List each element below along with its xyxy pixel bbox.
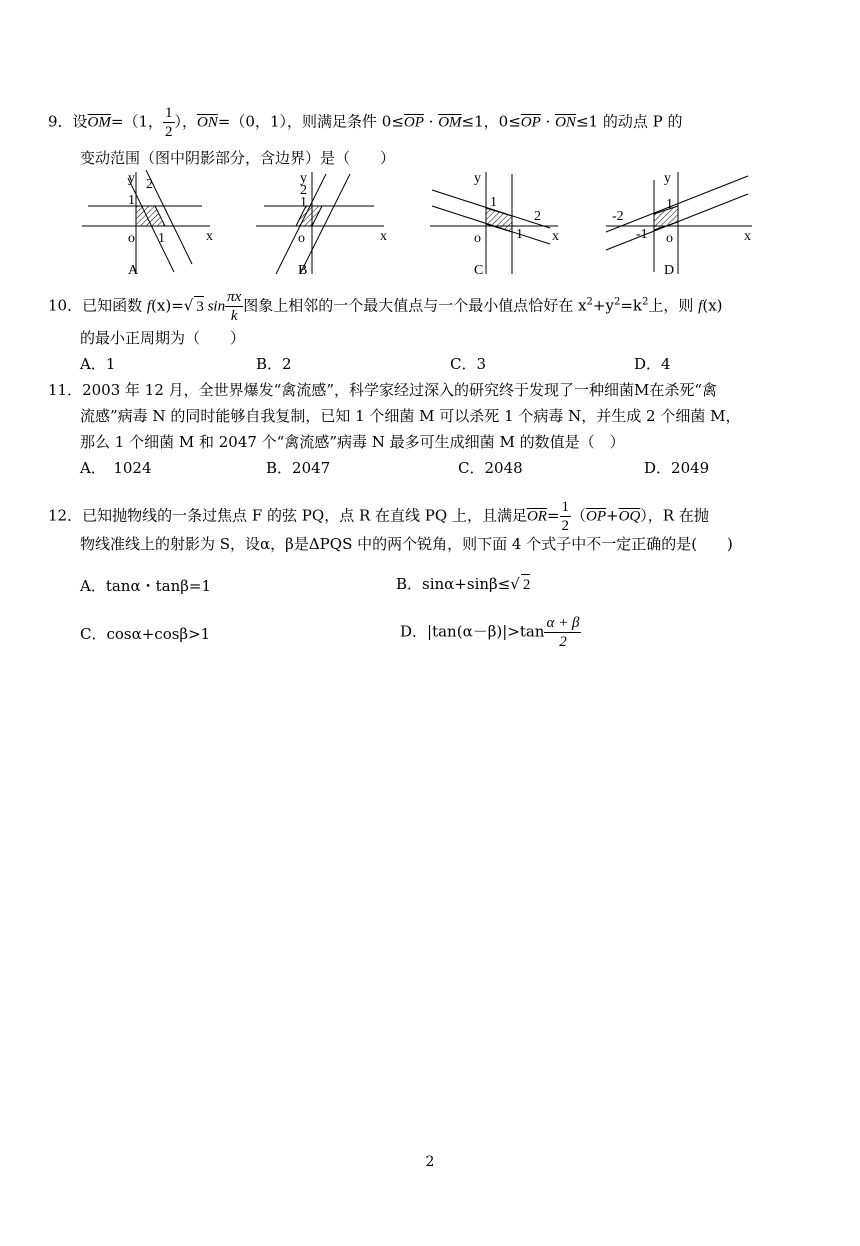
graph-c-label-2: 2 bbox=[534, 209, 541, 224]
q12-line2: 物线准线上的射影为 S，设α，β是ΔPQS 中的两个锐角，则下面 4 个式子中不一定正确的是( ) bbox=[80, 535, 733, 553]
graph-b-o: o bbox=[298, 231, 305, 246]
sqrt-sign: √ bbox=[183, 296, 194, 315]
graph-b-label-1: 1 bbox=[300, 195, 307, 210]
q10-option-c: C．3 bbox=[450, 355, 487, 373]
q9-om-eq: =（1， bbox=[110, 112, 163, 131]
graph-b-x: x bbox=[380, 229, 387, 244]
graph-a-x: x bbox=[206, 229, 213, 244]
vector-oq: $\overline{OQ}$ bbox=[618, 508, 641, 525]
graph-c-y: y bbox=[474, 171, 481, 186]
q11-option-c: C．2048 bbox=[458, 459, 523, 477]
q9-line1: 9．设$\overline{OM}=(1$， $\frac{1}{2}$ ），$\overline{ON}=(0$，1），则满足条件 $0\le\overline{OP} \cdot \overline{OM}\le 1$，$0\le\overline{OP} \cdot \overline{ON}\le 1$ 的动点 P 的 bbox=[48, 105, 683, 140]
graph-c-o: o bbox=[474, 231, 481, 246]
q9-line2: 变动范围（图中阴影部分，含边界）是（ ） bbox=[80, 149, 396, 167]
graph-a-y: y bbox=[128, 171, 135, 186]
graph-a-letter: A bbox=[128, 263, 139, 278]
q11-line1: 11．2003 年 12 月，全世界爆发“禽流感”，科学家经过深入的研究终于发现了一种细菌M在杀死“禽 bbox=[48, 381, 718, 399]
fraction-half: $\frac{1}{2}$ bbox=[165, 105, 173, 140]
graph-b-y: y bbox=[300, 171, 307, 186]
q10-line1: 10．已知函数 f(x)=√ 3 sin $\frac{\pi x}{k}$ 图象上相邻的一个最大值点与一个最小值点恰好在 $x^2+y^2=k^2$上，则 f(x) bbox=[48, 289, 723, 324]
graph-c-letter: C bbox=[474, 263, 484, 278]
q10-number: 10．已知函数 bbox=[48, 296, 143, 315]
vector-op-2: $\overline{OP}$ bbox=[520, 114, 541, 131]
fraction-pix-k: $\frac{\pi x}{k}$ bbox=[227, 289, 242, 324]
vector-on-2: $\overline{ON}$ bbox=[555, 114, 576, 131]
graph-d-y: y bbox=[664, 171, 671, 186]
graph-b-letter: B bbox=[298, 263, 308, 278]
vector-op-3: $\overline{OP}$ bbox=[586, 508, 607, 525]
graph-b bbox=[256, 171, 387, 278]
graph-a-label-1x: 1 bbox=[158, 231, 165, 246]
vector-op: $\overline{OP}$ bbox=[403, 114, 424, 131]
q10-line2: 的最小正周期为（ ） bbox=[80, 329, 246, 347]
graph-d bbox=[606, 171, 752, 278]
sqrt-sign-2: √ bbox=[510, 575, 520, 593]
graph-d-label-m2: -2 bbox=[612, 209, 624, 224]
vector-on: $\overline{ON}$ bbox=[197, 114, 218, 131]
graph-a-label-2: 2 bbox=[146, 177, 153, 192]
q12-option-c: C．cosα+cosβ>1 bbox=[80, 625, 211, 643]
q12-option-d: D．|tan(α－β)|>tan $\frac{\alpha + \beta}{2}$ bbox=[400, 615, 580, 650]
graph-c-label-1x: 1 bbox=[516, 227, 523, 242]
graph-d-label-m1: -1 bbox=[636, 227, 648, 242]
graph-d-letter: D bbox=[664, 263, 675, 278]
q10-option-b: B．2 bbox=[256, 355, 292, 373]
graph-c-label-1y: 1 bbox=[490, 195, 497, 210]
q12-line1: 12．已知抛物线的一条过焦点 F 的弦 PQ，点 R 在直线 PQ 上，且满足$\overline{OR}=$ $\frac{1}{2}$ $(\overline{OP}+\overline{OQ})$，R 在抛 bbox=[48, 499, 709, 534]
graph-a-o: o bbox=[128, 231, 135, 246]
graph-b-label-2: 2 bbox=[300, 183, 307, 198]
q11-option-b: B．2047 bbox=[266, 459, 331, 477]
graph-a-label-1y: 1 bbox=[128, 193, 135, 208]
graph-c bbox=[430, 171, 559, 278]
q12-option-a: A．tanα・tanβ=1 bbox=[80, 577, 212, 595]
graph-d-o: o bbox=[666, 231, 673, 246]
q10-option-a: A．1 bbox=[80, 355, 116, 373]
q9-number: 9．设 bbox=[48, 112, 88, 131]
q11-line2: 流感”病毒 N 的同时能够自我复制，已知 1 个细菌 M 可以杀死 1 个病毒 N，并生成 2 个细菌 M， bbox=[80, 407, 741, 425]
q11-line3: 那么 1 个细菌 M 和 2047 个“禽流感”病毒 N 最多可生成细菌 M 的数值是（ ） bbox=[80, 433, 625, 451]
page-number: 2 bbox=[425, 1154, 435, 1170]
vector-or: $\overline{OR}$ bbox=[526, 508, 547, 525]
q11-option-a: A． 1024 bbox=[80, 459, 152, 477]
q10-option-d: D．4 bbox=[634, 355, 671, 373]
graph-d-label-1: 1 bbox=[666, 197, 673, 212]
q11-option-d: D．2049 bbox=[644, 459, 710, 477]
graph-a bbox=[82, 170, 213, 278]
graph-d-x: x bbox=[744, 229, 751, 244]
graph-c-x: x bbox=[552, 229, 559, 244]
fraction-alpha-beta: $\frac{\alpha + \beta}{2}$ bbox=[546, 615, 580, 650]
q9-graphs bbox=[0, 168, 860, 278]
fraction-half-2: $\frac{1}{2}$ bbox=[561, 499, 570, 534]
vector-om-2: $\overline{OM}$ bbox=[438, 114, 462, 131]
vector-om: $\overline{OM}$ bbox=[87, 114, 111, 131]
q12-option-b: B．sinα+sinβ≤√ 2 bbox=[396, 575, 531, 593]
